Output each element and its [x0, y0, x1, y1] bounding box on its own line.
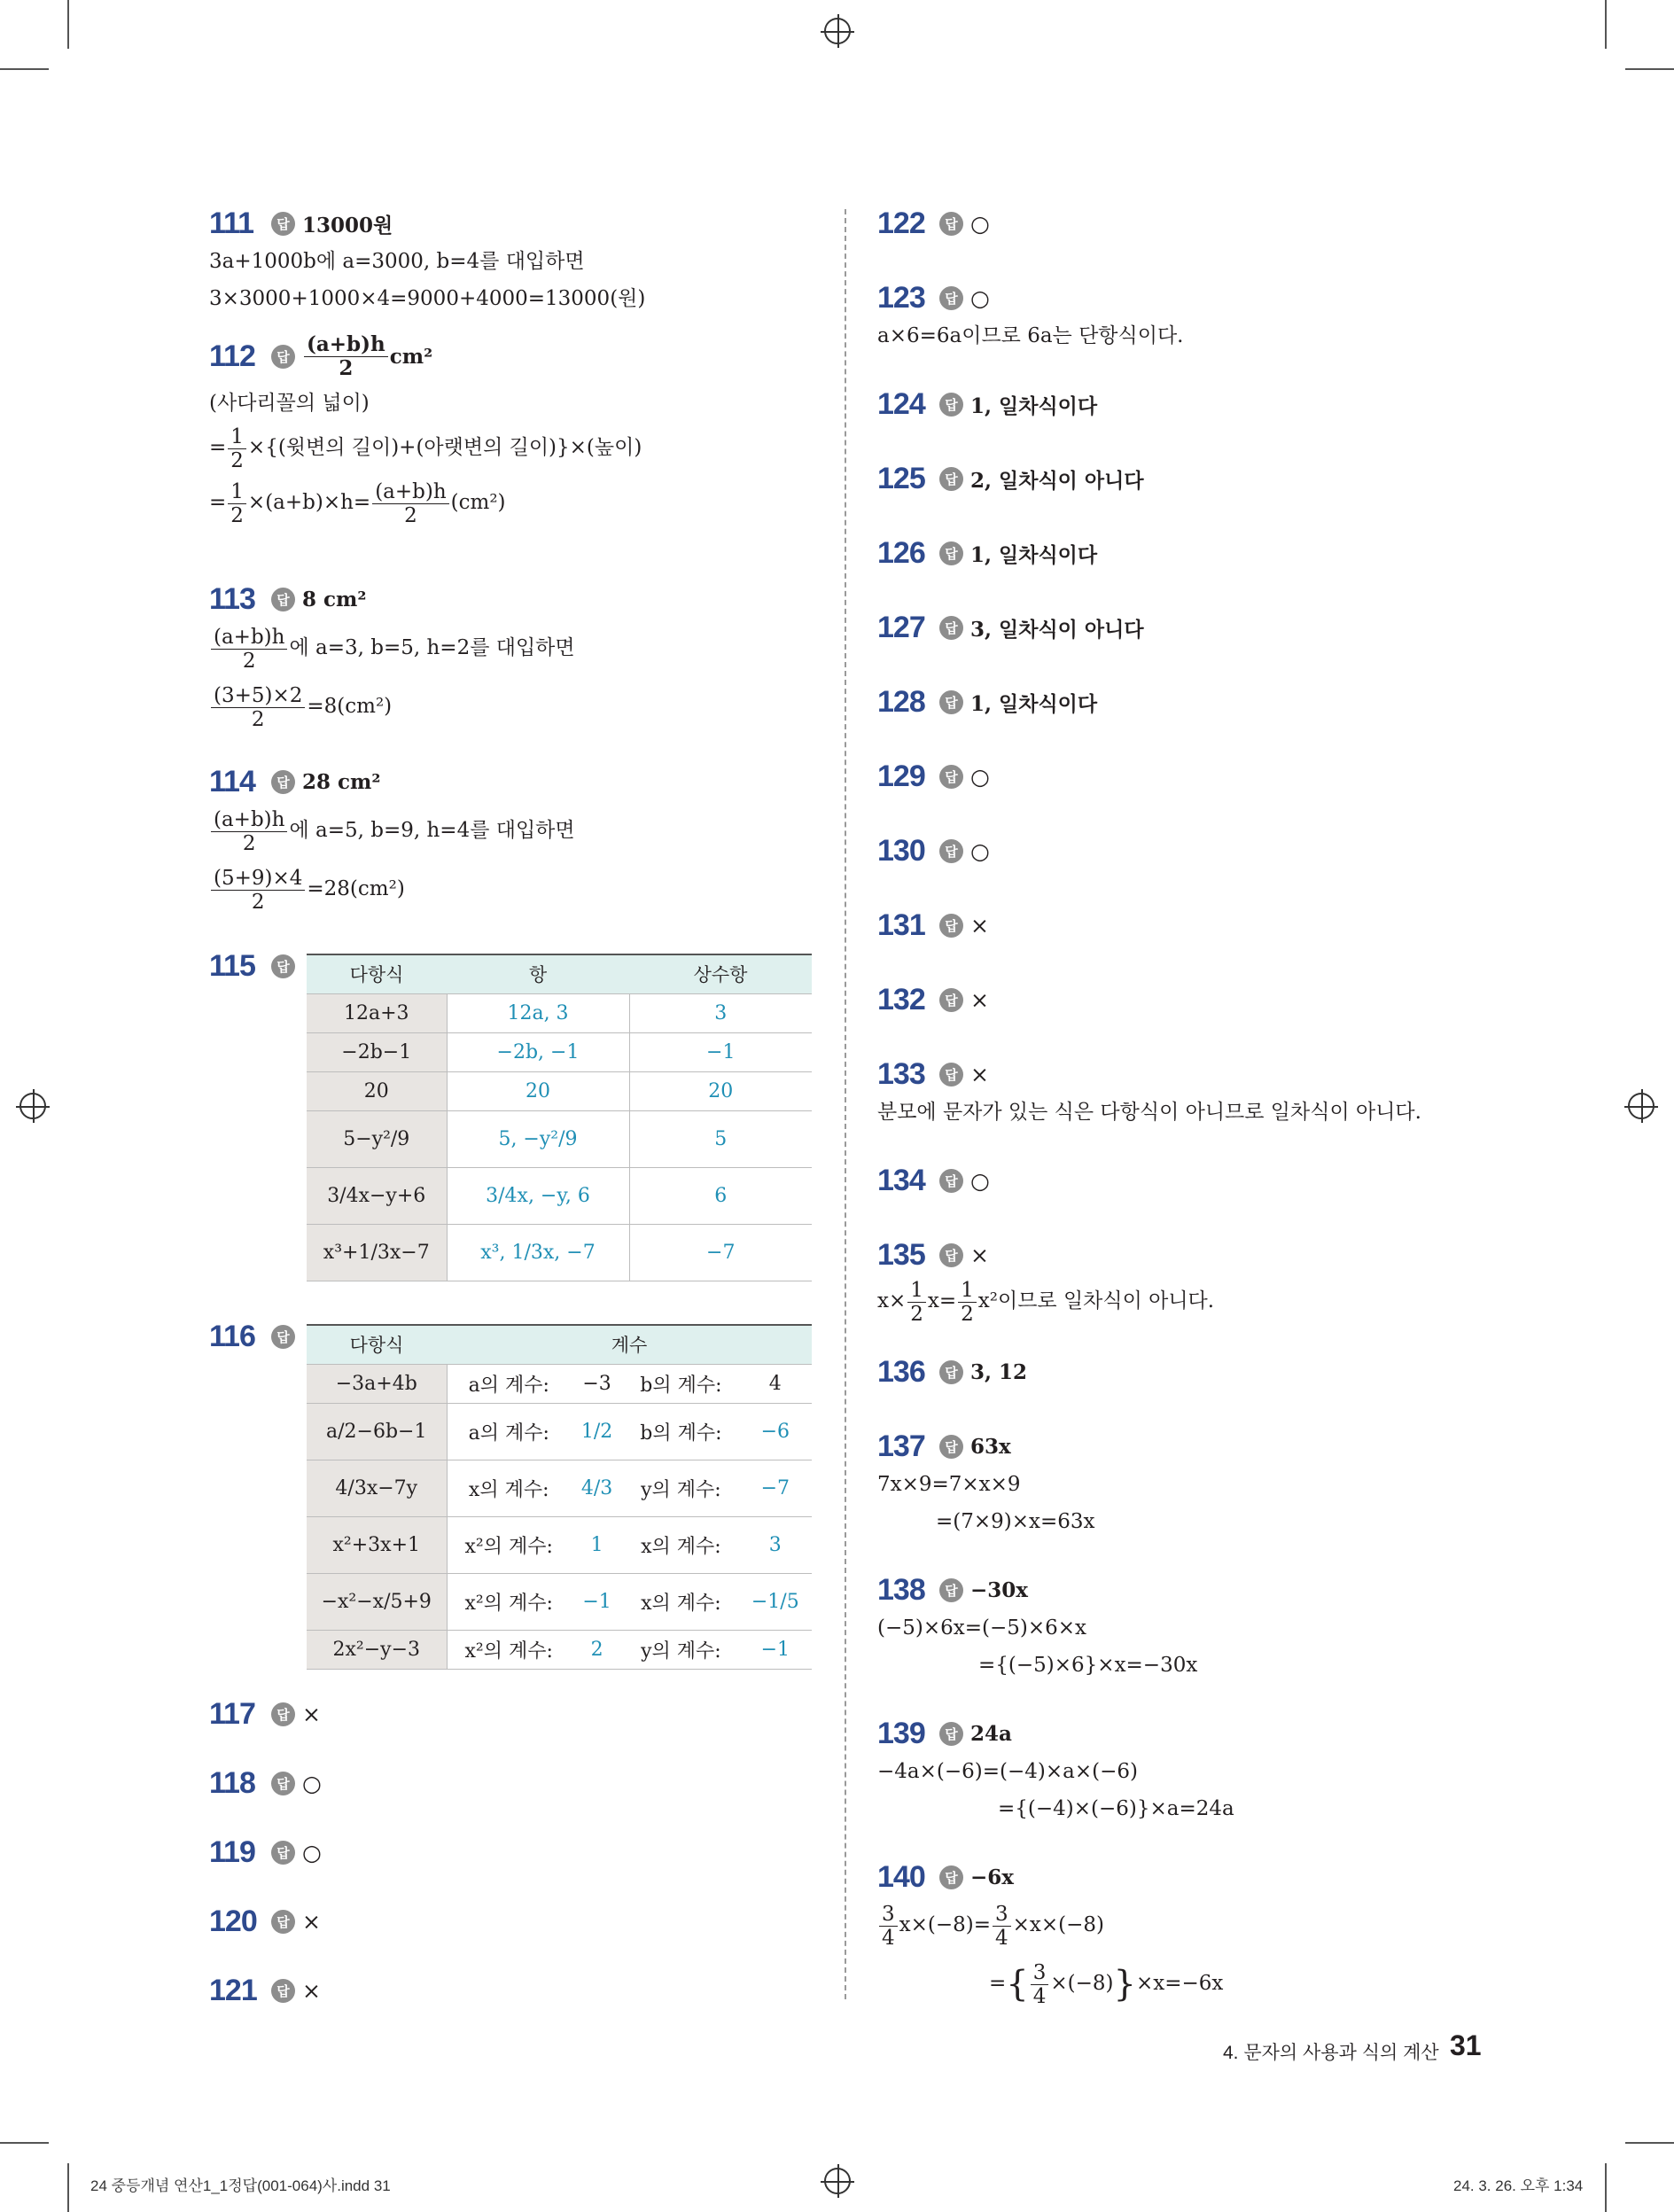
answer: ×: [970, 912, 989, 939]
answer: 1, 일차식이다: [970, 691, 1098, 716]
answer-badge-icon: 답: [939, 393, 963, 417]
answer-badge-icon: 답: [271, 954, 295, 978]
problem-126: [877, 534, 1097, 572]
solution-line: 3a+1000b에 a=3000, b=4를 대입하면: [209, 250, 585, 273]
answer-fraction: $\frac{(a+b)h}{2}$: [304, 333, 388, 380]
problem-112: [209, 328, 642, 532]
answer: ○: [970, 837, 990, 864]
problem-120: [209, 1902, 321, 1941]
answer: 8 cm²: [302, 587, 367, 611]
solution-line: $\frac{(3+5)\times 2}{2}$ =8(cm²): [209, 677, 575, 736]
answer-badge-icon: 답: [271, 1772, 295, 1795]
problem-number: 122: [877, 206, 925, 240]
answer-badge-icon: 답: [271, 212, 295, 236]
solution-line: 3×3000+1000×4=9000+4000=13000(원): [209, 287, 646, 310]
table-row: a/2−6b−1 a의 계수: 1/2 b의 계수: −6: [307, 1403, 812, 1460]
solution-line: x× $\frac{1}{2}$ x= $\frac{1}{2}$ x²이므로 일차식이 아니다.: [877, 1278, 1215, 1326]
problem-132: [877, 980, 989, 1019]
problem-122: [877, 204, 990, 243]
problem-129: [877, 757, 990, 796]
solution-line: −4a×(−6)=(−4)×a×(−6): [877, 1760, 1138, 1783]
answer-badge-icon: 답: [939, 1063, 963, 1087]
answer: ○: [970, 1167, 990, 1194]
answer-badge-icon: 답: [271, 345, 295, 369]
answer: ×: [302, 1908, 321, 1935]
answer-unit: cm²: [389, 344, 433, 369]
problem-134: [877, 1161, 990, 1200]
table-header: 다항식: [307, 1325, 447, 1364]
file-name: 24 중등개념 연산1_1정답(001-064)사.indd 31: [90, 2177, 391, 2194]
problem-number: 123: [877, 280, 925, 315]
answer: ×: [970, 1061, 989, 1087]
table-header: 계수: [447, 1325, 812, 1364]
problem-number: 128: [877, 684, 925, 719]
problem-124: [877, 385, 1097, 424]
answer: −30x: [970, 1577, 1028, 1602]
problem-127: [877, 608, 1144, 647]
problem-139: [877, 1714, 1234, 1827]
table-row: −2b−1 −2b, −1 −1: [307, 1032, 812, 1071]
answer-badge-icon: 답: [939, 765, 963, 789]
solution-line: $\frac{3}{4}$ x×(−8)= $\frac{3}{4}$ ×x×(−8): [877, 1897, 1223, 1953]
problem-111: [209, 204, 645, 317]
table-row: 3/4x−y+6 3/4x, −y, 6 6: [307, 1167, 812, 1224]
problem-128: [877, 682, 1097, 721]
answer-badge-icon: 답: [939, 690, 963, 714]
problem-number: 119: [209, 1834, 255, 1869]
solution-line: ={(−4)×(−6)}×a=24a: [998, 1797, 1234, 1820]
problem-119: [209, 1833, 322, 1872]
answer: ○: [302, 1770, 322, 1796]
problem-number: 121: [209, 1973, 257, 2007]
answer-badge-icon: 답: [939, 1169, 963, 1193]
answer-badge-icon: 답: [271, 1979, 295, 2003]
answer: 13000원: [302, 213, 393, 238]
registration-mark-icon: [19, 1093, 46, 1119]
problem-number: 120: [209, 1904, 257, 1938]
problem-number: 130: [877, 833, 925, 868]
table-row: x²+3x+1 x²의 계수: 1 x의 계수: 3: [307, 1516, 812, 1573]
problem-number: 135: [877, 1237, 925, 1272]
registration-mark-icon: [824, 2168, 851, 2194]
problem-137: [877, 1427, 1095, 1540]
answer: ×: [302, 1977, 321, 2004]
answer: ×: [970, 986, 989, 1013]
registration-mark-icon: [1628, 1093, 1655, 1119]
answer-badge-icon: 답: [271, 1702, 295, 1726]
answer: 3, 일차식이 아니다: [970, 617, 1144, 642]
answer-badge-icon: 답: [939, 1865, 963, 1889]
answer: 28 cm²: [302, 769, 381, 794]
answer-badge-icon: 답: [939, 467, 963, 491]
problem-136: [877, 1352, 1027, 1391]
problem-116: [209, 1317, 302, 1356]
answer: 1, 일차식이다: [970, 393, 1098, 418]
solution-line: a×6=6a이므로 6a는 단항식이다.: [877, 324, 1184, 347]
problem-number: 112: [209, 339, 255, 373]
solution-line: = $\frac{1}{2}$ ×(a+b)×h= $\frac{(a+b)h}{2}$ (cm²): [209, 479, 506, 527]
answer: ○: [302, 1839, 322, 1865]
crop-mark: [67, 2163, 69, 2212]
table-row: −x²−x/5+9 x²의 계수: −1 x의 계수: −1/5: [307, 1573, 812, 1630]
problem-123: [877, 278, 1183, 354]
problem-number: 113: [209, 581, 255, 616]
problem-number: 137: [877, 1429, 925, 1463]
problem-113: [209, 580, 575, 736]
answer-badge-icon: 답: [271, 1841, 295, 1865]
table-row: 5−y²/9 5, −y²/9 5: [307, 1110, 812, 1167]
problem-114: [209, 762, 575, 918]
problem-number: 132: [877, 982, 925, 1016]
problem-number: 133: [877, 1056, 925, 1091]
answer: 1, 일차식이다: [970, 542, 1098, 567]
problem-number: 125: [877, 461, 925, 495]
answer-badge-icon: 답: [939, 212, 963, 236]
problem-number: 118: [209, 1765, 255, 1800]
answer-badge-icon: 답: [271, 1325, 295, 1349]
answer: ○: [970, 763, 990, 790]
chapter-title: 4. 문자의 사용과 식의 계산: [1223, 2043, 1439, 2063]
coefficient-table: [307, 1324, 812, 1670]
problem-121: [209, 1971, 321, 2010]
problem-number: 139: [877, 1716, 925, 1750]
solution-line: = $\frac{1}{2}$ ×{(윗변의 길이)+(아랫변의 길이)}×(높이): [209, 424, 642, 472]
table-row: 20 20 20: [307, 1071, 812, 1110]
solution-line: $\frac{(a+b)h}{2}$ 에 a=3, b=5, h=2를 대입하면: [209, 619, 575, 677]
problem-number: 114: [209, 764, 255, 798]
answer: 3, 12: [970, 1359, 1028, 1384]
table-row: 2x²−y−3 x²의 계수: 2 y의 계수: −1: [307, 1630, 812, 1669]
answer-badge-icon: 답: [939, 616, 963, 640]
crop-mark: [1625, 2142, 1674, 2144]
problem-118: [209, 1764, 322, 1803]
answer-badge-icon: 답: [939, 1722, 963, 1746]
answer: ○: [970, 210, 990, 237]
crop-mark: [1605, 0, 1607, 49]
problem-number: 136: [877, 1354, 925, 1389]
answer: 2, 일차식이 아니다: [970, 468, 1144, 493]
table-row: 12a+3 12a, 3 3: [307, 993, 812, 1032]
problem-115: [209, 946, 302, 985]
solution-line: =(7×9)×x=63x: [936, 1510, 1095, 1533]
crop-mark: [0, 2142, 49, 2144]
table-row: 4/3x−7y x의 계수: 4/3 y의 계수: −7: [307, 1460, 812, 1516]
solution-line: 7x×9=7×x×9: [877, 1473, 1021, 1496]
problem-number: 124: [877, 386, 925, 421]
registration-mark-icon: [824, 18, 851, 44]
problem-number: 126: [877, 535, 925, 570]
solution-line: 분모에 문자가 있는 식은 다항식이 아니므로 일차식이 아니다.: [877, 1101, 1421, 1124]
problem-number: 111: [209, 206, 253, 240]
solution-line: $\frac{(5+9)\times 4}{2}$ =28(cm²): [209, 860, 575, 918]
column-divider: [845, 209, 846, 1999]
print-date: 24. 3. 26. 오후 1:34: [1453, 2177, 1584, 2194]
answer-badge-icon: 답: [939, 1360, 963, 1384]
problem-number: 131: [877, 907, 925, 942]
table-header: 항: [447, 954, 629, 993]
answer-badge-icon: 답: [939, 914, 963, 938]
problem-number: 117: [209, 1696, 255, 1731]
table-row: −3a+4b a의 계수: −3 b의 계수: 4: [307, 1364, 812, 1403]
problem-number: 138: [877, 1572, 925, 1607]
problem-number: 115: [209, 948, 255, 983]
page-number: 31: [1450, 2029, 1482, 2061]
problem-133: [877, 1055, 1421, 1131]
table-row: x³+1/3x−7 x³, 1/3x, −7 −7: [307, 1224, 812, 1281]
answer-badge-icon: 답: [939, 1578, 963, 1602]
solution-line: (사다리꼴의 넓이): [209, 392, 370, 415]
problem-117: [209, 1694, 321, 1733]
answer: 24a: [970, 1721, 1012, 1746]
solution-line: (−5)×6x=(−5)×6×x: [877, 1616, 1086, 1640]
answer: ×: [302, 1701, 321, 1727]
crop-mark: [67, 0, 69, 49]
problem-131: [877, 906, 989, 945]
answer: ○: [970, 284, 990, 311]
problem-number: 116: [209, 1319, 255, 1353]
solution-line: $\frac{(a+b)h}{2}$ 에 a=5, b=9, h=4를 대입하면: [209, 801, 575, 860]
answer-badge-icon: 답: [271, 770, 295, 794]
crop-mark: [1605, 2163, 1607, 2212]
polynomial-terms-table: [307, 954, 812, 1281]
problem-number: 127: [877, 610, 925, 644]
solution-line: ={ $\frac{3}{4}$ ×(−8)}×x=−6x: [989, 1960, 1224, 2008]
problem-125: [877, 459, 1144, 498]
answer: ×: [970, 1242, 989, 1268]
problem-number: 129: [877, 759, 925, 793]
problem-130: [877, 831, 990, 870]
answer: 63x: [970, 1434, 1011, 1459]
problem-135: [877, 1235, 1214, 1328]
problem-number: 134: [877, 1163, 925, 1197]
problem-number: 140: [877, 1859, 925, 1894]
answer-badge-icon: 답: [939, 541, 963, 565]
crop-mark: [0, 68, 49, 70]
solution-line: ={(−5)×6}×x=−30x: [978, 1654, 1198, 1677]
crop-mark: [1625, 68, 1674, 70]
problem-138: [877, 1570, 1197, 1684]
problem-140: [877, 1858, 1223, 2014]
answer-badge-icon: 답: [939, 286, 963, 310]
answer-badge-icon: 답: [939, 1243, 963, 1267]
answer-badge-icon: 답: [271, 1910, 295, 1934]
answer: −6x: [970, 1865, 1014, 1889]
answer-badge-icon: 답: [939, 839, 963, 863]
answer-badge-icon: 답: [271, 588, 295, 611]
table-header: 다항식: [307, 954, 447, 993]
table-header: 상수항: [629, 954, 812, 993]
answer-badge-icon: 답: [939, 988, 963, 1012]
answer-badge-icon: 답: [939, 1435, 963, 1459]
